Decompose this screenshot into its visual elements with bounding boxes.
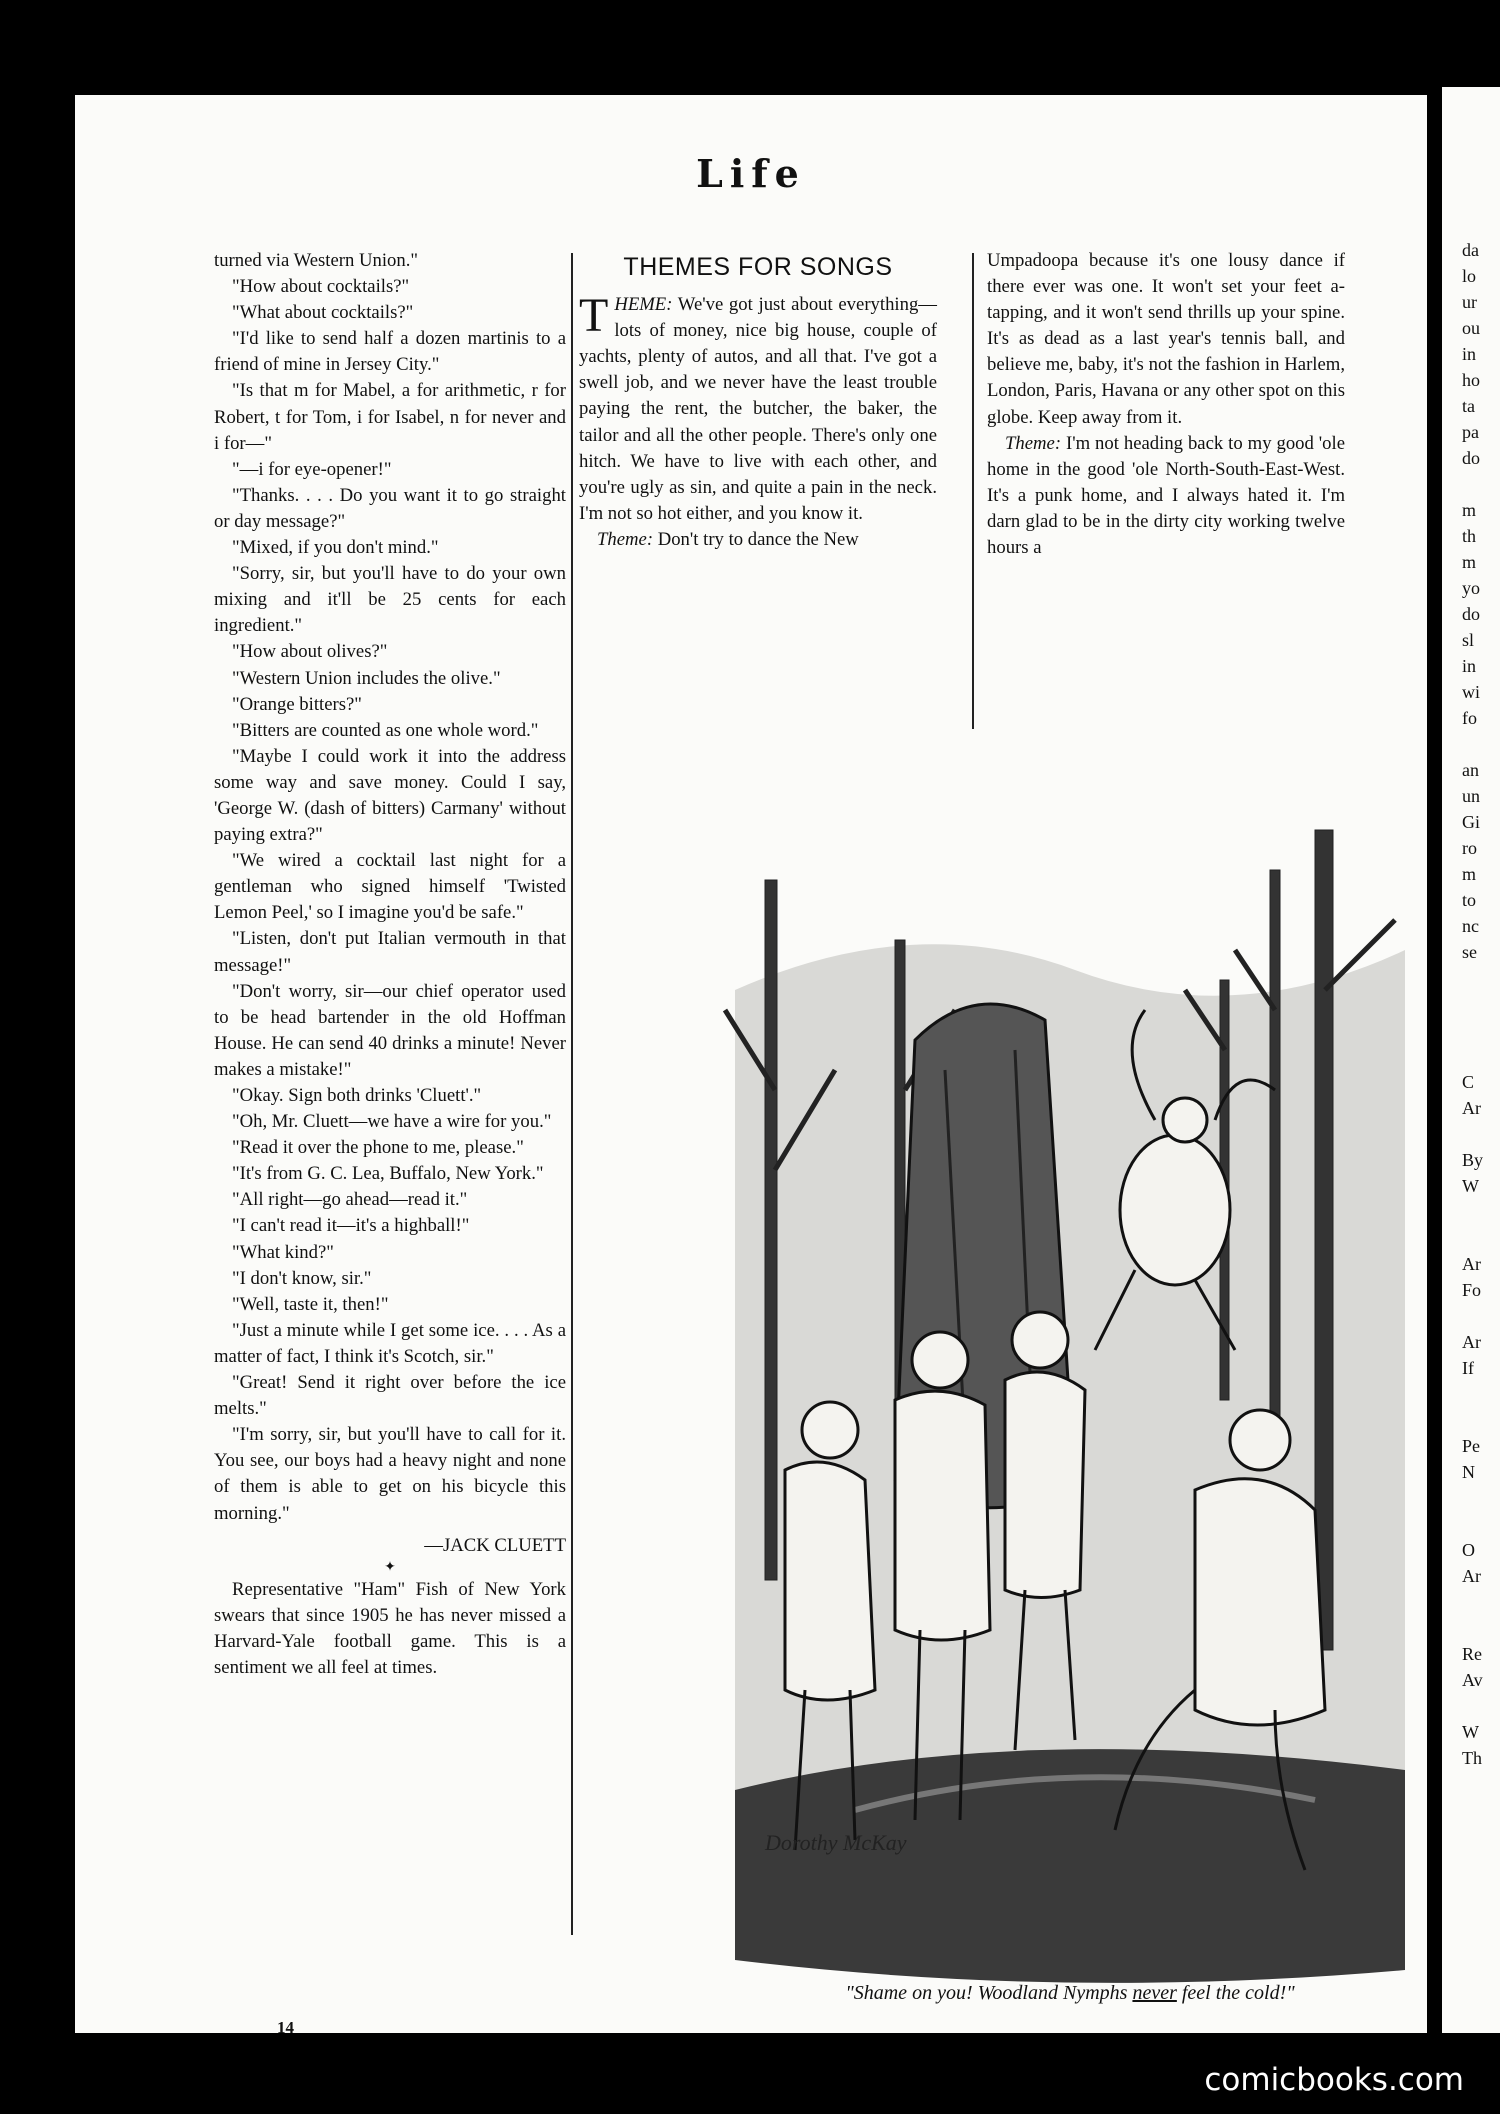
dialogue-paragraph: "Listen, don't put Italian vermouth in that message!" [214, 928, 566, 976]
dialogue-paragraph: "Well, taste it, then!" [232, 1293, 389, 1315]
dialogue-paragraph: "Okay. Sign both drinks 'Cluett'." [232, 1085, 482, 1106]
page-number: 14 [277, 2018, 294, 2037]
dialogue-paragraph: "I'm sorry, sir, but you'll have to call for it. You see, our boys had a heavy night and none of them is able to get on his bicycle this morning." [214, 1424, 566, 1524]
dialogue-paragraph: "Bitters are counted as one whole word." [232, 719, 539, 741]
filler-paragraph: Representative "Ham" Fish of New York swears that since 1905 he has never missed a Harvard-Yale football game. This is a sentiment we all feel at times. [214, 1578, 566, 1678]
paragraph: Don't try to dance the New [653, 528, 859, 550]
dialogue-paragraph: "I'd like to send half a dozen martinis to a friend of mine in Jersey City." [214, 328, 566, 376]
theme-label: Theme: [1005, 432, 1062, 454]
woodland-nymphs-illustration [715, 790, 1415, 2010]
dialogue-paragraph: "I don't know, sir." [232, 1267, 372, 1289]
separator-ornament: ✦ [384, 1559, 396, 1575]
artist-signature: Dorothy McKay [765, 1830, 907, 1855]
dialogue-paragraph: "What about cocktails?" [232, 302, 414, 324]
dialogue-paragraph: "All right—go ahead—read it." [232, 1189, 468, 1211]
dialogue-paragraph: "Just a minute while I get some ice. . . . As a matter of fact, I think it's Scotch, sir." [214, 1319, 566, 1367]
masthead-life: Life [696, 151, 806, 196]
dialogue-paragraph: "Oh, Mr. Cluett—we have a wire for you." [232, 1111, 552, 1133]
dialogue-paragraph: "Thanks. . . . Do you want it to go straight or day message?" [214, 484, 566, 532]
theme-label: Theme: [597, 528, 654, 550]
facing-page-text: da lo ur ou in ho ta pa do m th m yo do sl in wi fo an un Gi ro m to nc se C Ar By W Ar Fo Ar If Pe N O Ar Re Av W Th [1462, 240, 1484, 1768]
dialogue-paragraph: "—i for eye-opener!" [232, 458, 392, 480]
dialogue-paragraph: "Mixed, if you don't mind." [232, 537, 439, 559]
theme-label: HEME: [614, 294, 673, 316]
dialogue-paragraph: "Great! Send it right over before the ice melts." [214, 1372, 566, 1420]
facing-page-edge [1442, 87, 1500, 2033]
dialogue-paragraph: "I can't read it—it's a highball!" [232, 1215, 470, 1237]
illustration-caption [645, 1982, 1495, 2005]
dialogue-paragraph: "We wired a cocktail last night for a gentleman who signed himself 'Twisted Lemon Peel,' so I imagine you'd be safe." [214, 850, 566, 924]
dialogue-paragraph: "Read it over the phone to me, please." [232, 1137, 524, 1159]
dialogue-paragraph: "How about olives?" [232, 641, 388, 663]
column-left [214, 248, 566, 1681]
dialogue-paragraph: "Sorry, sir, but you'll have to do your own mixing and it'll be 25 cents for each ingredient." [214, 563, 566, 637]
dialogue-paragraph: "It's from G. C. Lea, Buffalo, New York." [232, 1163, 544, 1185]
paragraph: We've got just about everything—lots of money, nice big house, couple of yachts, plenty of autos, and all that. I've got a swell job, and we never have the least trouble paying the rent, the butcher, the baker, the tailor and all the other people. There's only one hitch. We have to live with each other, and you're ugly as sin, and quite a pain in the neck. I'm not so hot either, and you know it. [579, 294, 937, 524]
author-signoff: —JACK CLUETT [424, 1534, 566, 1556]
column-rule [972, 253, 974, 729]
dialogue-paragraph: "Is that m for Mabel, a for arithmetic, r for Robert, t for Tom, i for Isabel, n for never and i for—" [214, 380, 566, 454]
caption-text: "Shame on you! Woodland Nymphs [845, 1982, 1133, 2004]
dialogue-paragraph: "Western Union includes the olive." [232, 667, 501, 689]
caption-text: feel the cold!" [1176, 1982, 1295, 2004]
column-right [987, 248, 1345, 561]
magazine-page [75, 95, 1427, 2037]
column-middle [579, 248, 937, 553]
paragraph: I'm not heading back to my good 'ole home in the good 'ole North-South-East-West. It's a punk home, and I always hated it. I'm darn glad to be in the dirty city working twelve hours a [987, 432, 1345, 559]
dialogue-paragraph: "What kind?" [232, 1241, 334, 1263]
paragraph: Umpadoopa because it's one lousy dance if there ever was one. It won't set your feet a-tapping, and it won't send thrills up your spine. It's as dead as a last year's tennis ball, and believe me, baby, it's not the fashion in Harlem, London, Paris, Havana or any other spot on this globe. Keep away from it. [987, 250, 1345, 428]
drop-cap: T [579, 289, 609, 343]
dialogue-paragraph: "Orange bitters?" [232, 693, 362, 715]
article-heading: THEMES FOR SONGS [623, 253, 893, 281]
dialogue-paragraph: "Maybe I could work it into the address some way and save money. Could I say, 'George W. (dash of bitters) Carmany' without paying extra?" [214, 745, 566, 846]
dialogue-paragraph: turned via Western Union." [214, 250, 419, 271]
dialogue-paragraph: "Don't worry, sir—our chief operator used to be head bartender in the old Hoffman House. He can send 40 drinks a minute! Never makes a mistake!" [214, 980, 566, 1080]
watermark: comicbooks.com [1204, 2062, 1464, 2098]
caption-emphasis: never [1132, 1982, 1177, 2004]
column-rule [571, 253, 573, 1935]
dialogue-paragraph: "How about cocktails?" [232, 276, 410, 298]
